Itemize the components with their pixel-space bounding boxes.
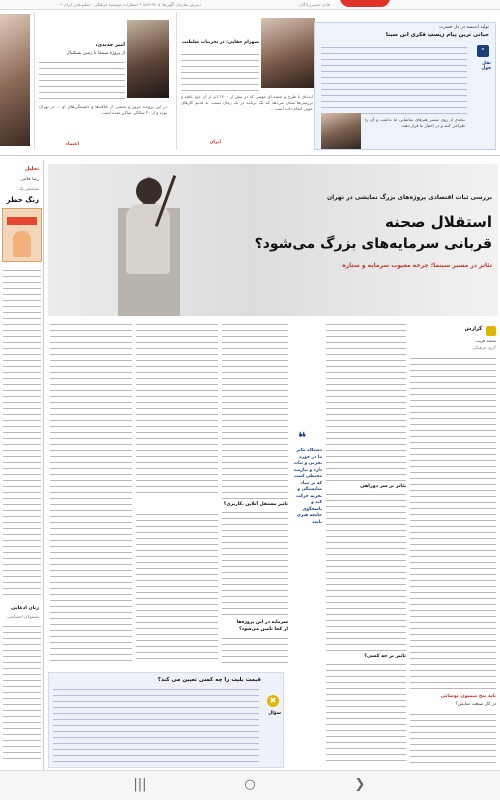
side-box-left-sub: در کار صنعت نمایش؟	[455, 702, 496, 707]
question-icon: ✖	[267, 695, 279, 707]
hero-kicker: بررسی ثبات اقتصادی پروژه‌های بزرگ نمایشی در تهران	[326, 194, 492, 201]
masthead-info: • دبیرش سازمان آگهی‌ها: ۸۸۷۲۹۳۰۵ • انتشارات موسسه فرهنگی - مطبوعاتی ایران	[60, 2, 201, 7]
hero-story	[48, 164, 498, 316]
cartoon-banner	[7, 217, 37, 225]
quote-box-body-lines	[321, 45, 467, 115]
hero-title-line2: قربانی سرمایه‌های بزرگ می‌شود؟	[254, 236, 492, 252]
top-middle-body: ایده‌ای با طرح و نقشه ای مهمی که در بیش از ۱۳۰۰ اثر از آن خود یافته و بررسی‌ها نشان می‌دهد که یک برنامه در یک زمان نسبت به قدیم کارهای خوبی انجام داده است...	[181, 94, 313, 111]
portrait-photo-actor	[127, 20, 169, 98]
side-box-left-title: باید بیخ ضمیون نوسانی	[440, 694, 496, 699]
article-col3-lines-c	[222, 636, 288, 666]
portrait-photo-left	[0, 14, 30, 146]
cartoon-figure	[13, 231, 31, 257]
subhead-2: تاثیر بر چه کسی؟	[364, 654, 406, 659]
pull-quote-text: دستگاه تئاتر ما در حوزه تجربی و ثبات دارد و نیازمند محیطی است که بر بنیاد شایستگی و تجربه حرکت کند و پاسخگوی جامعه هنری باشد	[293, 448, 322, 525]
back-icon[interactable]: ❯	[354, 777, 366, 792]
sidebar-author: رضا غلامی	[20, 176, 39, 181]
system-navigation-bar	[0, 770, 500, 800]
article-col5-lines	[50, 322, 132, 662]
top-left-tag: امیر جدیدی،	[95, 42, 125, 48]
ticket-box-lines	[53, 687, 259, 765]
sidebar-body-lines	[3, 268, 41, 598]
report-author: محمد قریب	[475, 338, 496, 343]
quote-box-section: نقل قول	[481, 61, 491, 71]
article-col2-lines-c	[326, 662, 406, 766]
top-story-left	[34, 12, 172, 150]
article-column-2	[326, 322, 406, 768]
top-left-body: در این پرونده مرور و بخشی از علاقه‌ها و دلبستگی‌های او ... در تهران بوده و از ۴۰ سالگی ساکن شده است.	[39, 104, 167, 115]
pull-quote-mark-icon: ❝	[298, 430, 307, 446]
article-column-4	[136, 322, 218, 672]
brand-logo-mark	[340, 0, 390, 7]
quote-mark-icon: “	[477, 45, 489, 57]
sidebar-bottom-sub: مسئولان احساسی	[7, 614, 39, 619]
article-col3-lines-b	[222, 510, 288, 618]
top-left-subtag: از پروژه سینما تا زمین بسکتبال	[66, 51, 125, 56]
report-desk: گروه فرهنگی	[472, 345, 496, 350]
portrait-photo-actress	[261, 18, 315, 88]
article-col4-lines-b	[136, 512, 218, 662]
subhead-1: تئاتر بر سر دوراهی	[360, 484, 406, 489]
quote-box-footer: نبایدی از روی مسیر هنرهای تماشایی ما نداشت و آن را طراحی کنند و در اختیار ما قرار دهند.	[365, 117, 465, 128]
article-column-1	[410, 322, 496, 768]
top-story-middle	[176, 12, 316, 150]
masthead-bar	[0, 0, 500, 10]
sidebar-bottom-title: زنان ادعایی	[11, 606, 39, 611]
sidebar-column	[0, 160, 44, 770]
pull-quote	[292, 430, 322, 630]
report-label: گزارش	[464, 326, 482, 332]
recent-apps-icon[interactable]: |||	[133, 777, 147, 792]
article-col2-lines-b	[326, 492, 406, 652]
section-divider	[0, 155, 500, 156]
subhead-3: تاثیر مستقل آنلاین ،کاربری؟	[223, 502, 288, 507]
top-middle-tag: شهرام حقایی: در تخریبات سلطنت	[181, 40, 259, 45]
hero-title-line1: استقلال صحنه	[385, 213, 492, 231]
sidebar-subtitle: تشخیص یک	[18, 186, 39, 191]
article-col1-lines	[410, 356, 496, 692]
sidebar-bottom-lines	[3, 624, 41, 764]
masthead-byline: هادی حسین‌زادگان	[299, 2, 330, 7]
article-col3-lines-a	[222, 322, 288, 500]
subhead-5: از کجا تأمین می‌شود؟	[239, 627, 288, 632]
hero-subtitle: تئاتر در مسیر سینما؛ چرخه معیوب سرمایه و ستاره	[342, 262, 492, 269]
top-middle-lines	[181, 52, 259, 92]
ticket-box-label: سؤال	[268, 711, 281, 716]
article-col1-bottom-lines	[410, 712, 496, 768]
cartoon-illustration	[2, 208, 42, 262]
top-left-body-lines	[39, 60, 125, 102]
article-column-5	[50, 322, 132, 672]
hero-performer-head	[136, 178, 162, 204]
quote-box-label: تولید اندیشه در دل حسرت	[439, 25, 489, 30]
top-middle-source: ایران	[209, 140, 221, 145]
report-marker-icon	[486, 326, 496, 336]
home-icon[interactable]: ○	[244, 777, 256, 792]
portrait-photo-scholar	[321, 113, 361, 149]
article-col4-lines-a	[136, 322, 218, 498]
article-col2-lines-a	[326, 322, 406, 482]
top-left-source: اعتماد	[65, 142, 79, 147]
sidebar-tag: تحلیل	[24, 166, 39, 172]
ticket-box-title: قیمت بلیت را چه کسی تعیین می کند؟	[157, 677, 261, 683]
sidebar-headline: زنگ خطر	[6, 196, 39, 204]
quote-box-headline: حیاتی ترین پیام زیستِ فکری ابن سینا	[385, 32, 489, 38]
subhead-4: سرمایه در این پروژه‌ها	[236, 620, 288, 625]
hero-performer-body	[126, 204, 170, 274]
quote-box-ibn-sina	[314, 22, 496, 150]
ticket-price-box	[48, 672, 284, 768]
